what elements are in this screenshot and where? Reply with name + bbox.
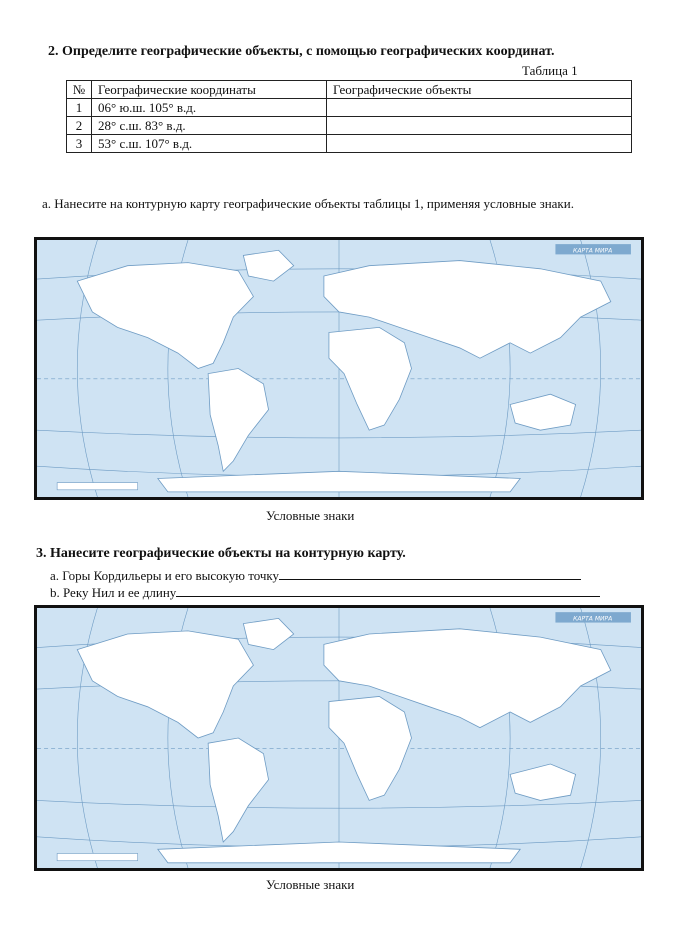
map-badge-text: КАРТА МИРА xyxy=(573,615,613,623)
task-3-item-b xyxy=(50,584,600,601)
header-coordinates: Географические координаты xyxy=(92,81,327,99)
task-3-title: 3. Нанесите географические объекты на контурную карту. xyxy=(36,546,406,561)
legend-label-2: Условные знаки xyxy=(266,877,355,892)
item-b-text: b. Реку Нил и ее длину xyxy=(50,585,177,600)
map-badge-text: КАРТА МИРА xyxy=(573,247,613,255)
contour-map-2[interactable] xyxy=(34,605,644,871)
row-number: 1 xyxy=(67,99,92,117)
header-number: № xyxy=(67,81,92,99)
item-b-answer-line[interactable] xyxy=(176,584,600,597)
task-2-title xyxy=(48,44,554,60)
task-2-text: Определите географические объекты, с помощью географических координат. xyxy=(62,44,555,59)
table-header-row xyxy=(67,81,632,99)
row-coordinates: 28° с.ш. 83° в.д. xyxy=(92,117,327,135)
row-number: 3 xyxy=(67,135,92,153)
table-row xyxy=(67,135,632,153)
table-row xyxy=(67,117,632,135)
world-map-graphic xyxy=(37,608,641,868)
coordinates-table xyxy=(66,80,632,153)
item-a-answer-line[interactable] xyxy=(279,567,581,580)
scale-bar xyxy=(57,483,138,490)
row-number: 2 xyxy=(67,117,92,135)
item-a-text: a. Горы Кордильеры и его высокую точку xyxy=(50,568,280,583)
contour-map-1[interactable] xyxy=(34,237,644,500)
row-object-cell[interactable] xyxy=(327,117,632,135)
row-coordinates: 53° с.ш. 107° в.д. xyxy=(92,135,327,153)
task-2-number: 2. xyxy=(48,44,59,59)
header-objects: Географические объекты xyxy=(327,81,632,99)
table-row xyxy=(67,99,632,117)
row-object-cell[interactable] xyxy=(327,99,632,117)
row-object-cell[interactable] xyxy=(327,135,632,153)
subtask-a-instruction: a. Нанесите на контурную карту географические объекты таблицы 1, применяя условные знаки. xyxy=(42,196,574,211)
row-coordinates: 06° ю.ш. 105° в.д. xyxy=(92,99,327,117)
legend-label-1: Условные знаки xyxy=(266,508,355,523)
task-3-item-a xyxy=(50,567,581,584)
table-caption: Таблица 1 xyxy=(522,63,578,78)
scale-bar xyxy=(57,853,138,860)
world-map-graphic xyxy=(37,240,641,497)
